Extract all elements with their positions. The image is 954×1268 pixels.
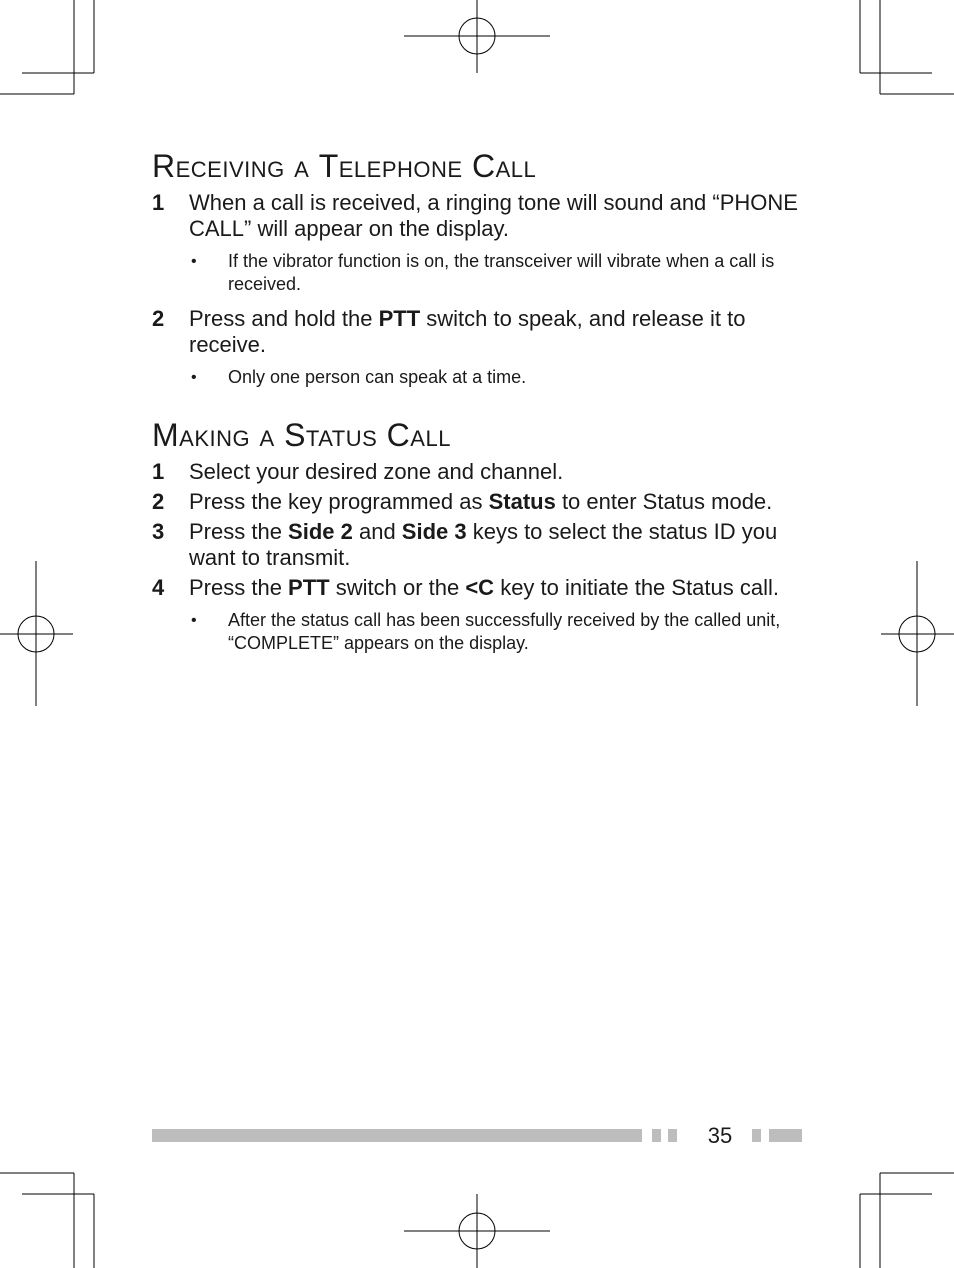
step-text: Select your desired zone and channel. bbox=[189, 459, 564, 484]
bullet-icon: • bbox=[191, 253, 197, 270]
bullet-icon: • bbox=[191, 369, 197, 386]
page-footer bbox=[152, 1122, 802, 1152]
key-name: <C bbox=[465, 575, 495, 600]
step-item bbox=[152, 459, 802, 485]
step-item bbox=[152, 190, 802, 242]
section-title-making-status-call: Making a Status Call bbox=[152, 417, 451, 453]
step-text: When a call is received, a ringing tone will sound and “PHONE CALL” will appear on the display. bbox=[189, 190, 798, 241]
step-item bbox=[152, 489, 802, 515]
step-number: 3 bbox=[152, 519, 165, 544]
step-text: Press the Side 2 and Side 3 keys to select the status ID you want to transmit. bbox=[189, 519, 778, 570]
page-content bbox=[152, 148, 802, 665]
step-text: Press and hold the PTT switch to speak, and release it to receive. bbox=[189, 306, 746, 357]
step-note bbox=[152, 609, 802, 655]
key-name: Status bbox=[488, 489, 556, 514]
step-number: 2 bbox=[152, 306, 165, 331]
footer-bar bbox=[152, 1129, 642, 1142]
step-text: Press the key programmed as Status to enter Status mode. bbox=[189, 489, 773, 514]
key-name: PTT bbox=[378, 306, 421, 331]
step-note bbox=[152, 366, 802, 389]
note-text: If the vibrator function is on, the transceiver will vibrate when a call is received. bbox=[228, 251, 775, 294]
page-number: 35 bbox=[707, 1123, 733, 1148]
step-item bbox=[152, 519, 802, 571]
footer-square-icon bbox=[752, 1129, 761, 1142]
key-name: PTT bbox=[288, 575, 330, 600]
step-note bbox=[152, 250, 802, 296]
section-title-receiving-telephone-call: Receiving a Telephone Call bbox=[152, 148, 537, 184]
step-number: 4 bbox=[152, 575, 165, 600]
key-name: Side 2 bbox=[288, 519, 353, 544]
footer-bar bbox=[769, 1129, 802, 1142]
step-item bbox=[152, 306, 802, 358]
footer-square-icon bbox=[652, 1129, 661, 1142]
step-text: Press the PTT switch or the <C key to initiate the Status call. bbox=[189, 575, 780, 600]
bullet-icon: • bbox=[191, 612, 197, 629]
step-number: 1 bbox=[152, 459, 165, 484]
footer-square-icon bbox=[668, 1129, 677, 1142]
step-number: 2 bbox=[152, 489, 165, 514]
step-number: 1 bbox=[152, 190, 165, 215]
note-text: Only one person can speak at a time. bbox=[228, 367, 527, 387]
note-text: After the status call has been successfully received by the called unit, “COMPLETE” appears on the display. bbox=[228, 610, 781, 653]
key-name: Side 3 bbox=[401, 519, 467, 544]
step-item bbox=[152, 575, 802, 601]
